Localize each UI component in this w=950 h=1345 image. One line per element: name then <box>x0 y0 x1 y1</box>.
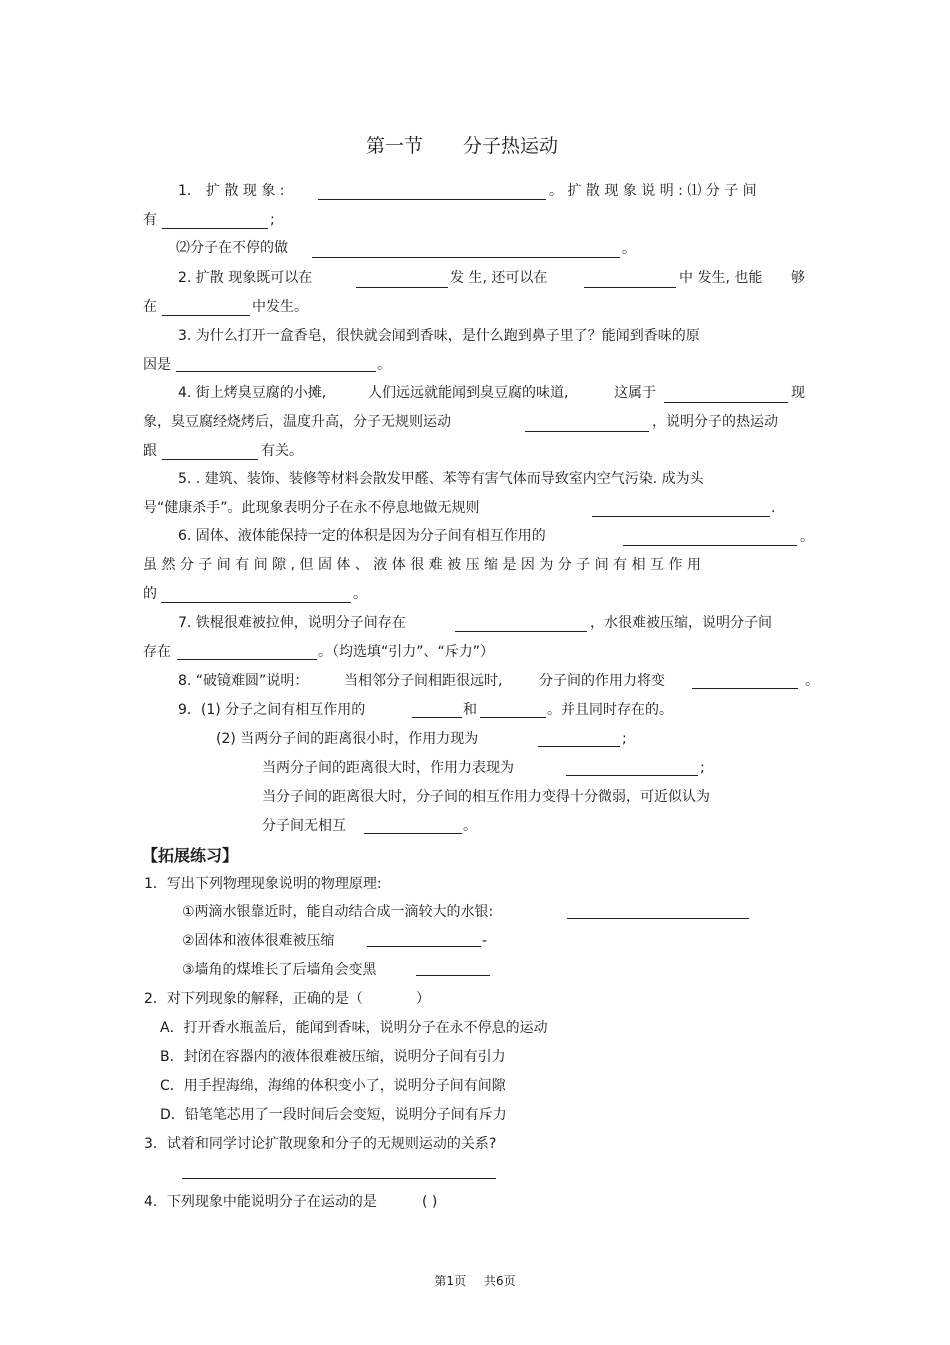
ext-q1-text: 1．写出下列物理现象说明的物理原理: <box>144 876 382 892</box>
page-title: 第一节 分子热运动 <box>366 135 559 157</box>
q4-text-7: 跟 <box>143 443 157 459</box>
q7-text: 7. 铁棍很难被拉伸，说明分子间存在 <box>178 615 406 631</box>
q6-text-2: 。 <box>800 529 814 545</box>
ext-q1-blank-2[interactable] <box>367 946 481 947</box>
q4-text-4: 现 <box>791 385 805 401</box>
q1-blank-2[interactable] <box>162 228 268 229</box>
q2-text-5: 在 <box>143 299 157 315</box>
q3-text-2: 因是 <box>143 357 171 373</box>
q4-text-2: 人们远远就能闻到臭豆腐的味道, <box>368 385 569 401</box>
q5-text-2: 号“健康杀手”。此现象表明分子在永不停息地做无规则 <box>143 500 480 516</box>
q9-text-5: ; <box>622 731 627 747</box>
q7-blank-2[interactable] <box>177 659 317 660</box>
ext-q2-paren: ） <box>416 991 430 1007</box>
q2-text: 2. 扩散 现象既可以在 <box>178 270 313 286</box>
q4-text: 4. 街上烤臭豆腐的小摊, <box>178 385 327 401</box>
q2-text-6: 中发生。 <box>252 299 308 315</box>
q8-text-4: 。 <box>805 673 819 689</box>
ext-q2-option-c[interactable]: C．用手捏海绵，海绵的体积变小了，说明分子间有间隙 <box>160 1078 506 1094</box>
q2-text-2: 发 生, 还可以在 <box>450 270 548 286</box>
q4-text-8: 有关。 <box>261 443 303 459</box>
q9-blank-3[interactable] <box>538 746 620 747</box>
ext-q1-blank-1[interactable] <box>567 918 749 919</box>
q9-text-7: ; <box>700 760 705 776</box>
ext-q1-item-3: ③墙角的煤堆长了后墙角会变黑 <box>182 962 377 978</box>
q8-blank[interactable] <box>692 688 798 689</box>
q8-text: 8. “破镜难圆”说明： <box>178 673 309 689</box>
q2-text-3: 中 发生, 也能 <box>679 270 763 286</box>
q1-number: 1. <box>178 183 192 199</box>
q7-text-4: 。（均选填“引力”、“斥力”） <box>318 644 495 660</box>
q7-text-2: ，水很难被压缩，说明分子间 <box>590 615 772 631</box>
q1-blank-3[interactable] <box>312 257 620 258</box>
q6-blank-2[interactable] <box>161 602 351 603</box>
q1-blank-1[interactable] <box>318 199 546 200</box>
section-heading: 【拓展练习】 <box>142 846 239 865</box>
q9-blank-5[interactable] <box>364 833 462 834</box>
q2-text-4: 够 <box>791 270 805 286</box>
q9-text-10: 。 <box>463 818 477 834</box>
footer-page-number: 第1页 <box>434 1274 466 1288</box>
q2-blank-2[interactable] <box>584 287 676 288</box>
ext-q4-paren: ( ) <box>422 1194 438 1210</box>
q9-blank-2[interactable] <box>480 717 546 718</box>
footer-total-pages: 共6页 <box>484 1274 516 1288</box>
q4-blank-1[interactable] <box>664 402 788 403</box>
page-footer <box>0 1272 950 1289</box>
q9-text-9: 分子间无相互 <box>262 818 346 834</box>
q7-blank-1[interactable] <box>455 631 587 632</box>
q6-text-5: 。 <box>353 586 367 602</box>
q4-blank-3[interactable] <box>162 459 258 460</box>
q9-blank-4[interactable] <box>566 775 698 776</box>
q9-text-3: 。并且同时存在的。 <box>547 702 673 718</box>
q4-text-6: ，说明分子的热运动 <box>652 414 778 430</box>
q1-text-6: 。 <box>622 241 636 257</box>
q9-blank-1[interactable] <box>412 717 462 718</box>
q4-blank-2[interactable] <box>525 431 649 432</box>
q6-text-3: 虽 然 分 子 间 有 间 隙 , 但 固 体 、 液 体 很 难 被 压 缩 是 因 为 分 子 间 有 相 互 作 用 <box>143 557 701 573</box>
ext-q2-option-a[interactable]: A．打开香水瓶盖后，能闻到香味，说明分子在永不停息的运动 <box>160 1020 548 1036</box>
q3-text-3: 。 <box>377 357 391 373</box>
q3-blank[interactable] <box>176 371 376 372</box>
ext-q1-item-2: ②固体和液体很难被压缩 <box>182 933 335 949</box>
q7-text-3: 存在 <box>143 644 171 660</box>
q9-text-4: (2) 当两分子间的距离很小时，作用力现为 <box>216 731 479 747</box>
q3-text: 3. 为什么打开一盒香皂，很快就会闻到香味，是什么跑到鼻子里了？能闻到香味的原 <box>178 328 700 344</box>
ext-q2-text: 2．对下列现象的解释，正确的是（ <box>144 991 363 1007</box>
ext-q1-blank-3[interactable] <box>416 975 490 976</box>
q9-text-6: 当两分子间的距离很大时，作用力表现为 <box>262 760 514 776</box>
q5-text: 5. . 建筑、装饰、装修等材料会散发甲醛、苯等有害气体而导致室内空气污染. 成为头 <box>178 471 704 487</box>
ext-q1-dash: - <box>482 933 488 949</box>
q1-text: 扩 散 现 象 : <box>206 183 285 199</box>
q4-text-3: 这属于 <box>614 385 656 401</box>
q1-text-3: 有 <box>143 212 157 228</box>
ext-q1-item-1: ①两滴水银靠近时，能自动结合成一滴较大的水银: <box>182 904 494 920</box>
q8-text-3: 分子间的作用力将变 <box>539 673 665 689</box>
q1-text-4: ; <box>270 212 275 228</box>
ext-q4-text: 4．下列现象中能说明分子在运动的是 <box>144 1194 377 1210</box>
q1-text-5: ⑵分子在不停的做 <box>176 240 288 256</box>
q6-blank-1[interactable] <box>623 545 797 546</box>
q6-text-4: 的 <box>143 586 157 602</box>
q4-text-5: 象，臭豆腐经烧烤后，温度升高，分子无规则运动 <box>143 414 451 430</box>
q9-text: 9．(1) 分子之间有相互作用的 <box>178 702 366 718</box>
ext-q3-text: 3．试着和同学讨论扩散现象和分子的无规则运动的关系? <box>144 1136 497 1152</box>
q5-text-3: . <box>771 500 776 516</box>
q9-text-2: 和 <box>463 702 477 718</box>
q1-text-2: 。 扩 散 现 象 说 明 : ⑴ 分 子 间 <box>549 183 757 199</box>
q9-text-8: 当分子间的距离很大时，分子间的相互作用力变得十分微弱，可近似认为 <box>262 789 710 805</box>
ext-q2-option-b[interactable]: B．封闭在容器内的液体很难被压缩，说明分子间有引力 <box>160 1049 506 1065</box>
q6-text: 6. 固体、液体能保持一定的体积是因为分子间有相互作用的 <box>178 528 546 544</box>
ext-q3-blank[interactable] <box>182 1178 496 1179</box>
ext-q2-option-d[interactable]: D．铅笔笔芯用了一段时间后会变短，说明分子间有斥力 <box>160 1107 507 1123</box>
q8-text-2: 当相邻分子间相距很远时, <box>344 673 503 689</box>
q2-blank-3[interactable] <box>162 315 250 316</box>
q5-blank[interactable] <box>592 516 770 517</box>
q2-blank-1[interactable] <box>356 287 448 288</box>
